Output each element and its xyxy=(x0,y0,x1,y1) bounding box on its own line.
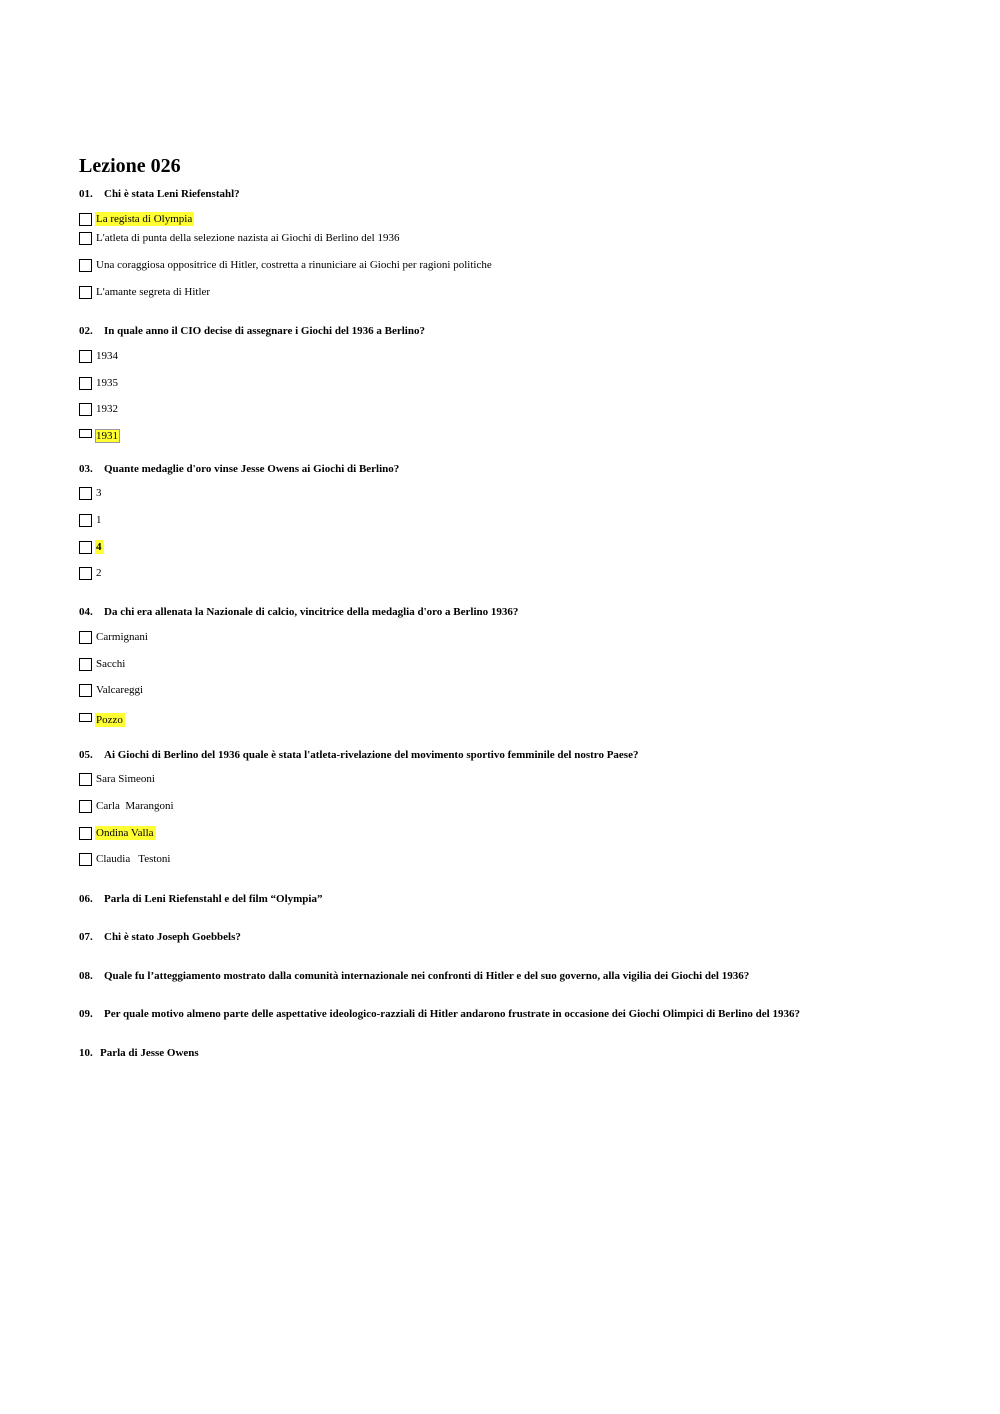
checkbox[interactable] xyxy=(79,773,92,786)
answer-option-03-b[interactable] xyxy=(79,512,103,528)
answer-option-01-c[interactable] xyxy=(79,257,493,273)
answer-option-01-d[interactable] xyxy=(79,284,211,300)
question-08 xyxy=(79,969,749,983)
question-number: 05. xyxy=(79,749,93,761)
lesson-title: Lezione 026 xyxy=(79,155,181,177)
checkbox[interactable] xyxy=(79,487,92,500)
answer-option-02-d[interactable] xyxy=(79,428,120,444)
question-text: In quale anno il CIO decise di assegnare i Giochi del 1936 a Berlino? xyxy=(104,325,425,337)
question-text: Chi è stata Leni Riefenstahl? xyxy=(104,188,240,200)
question-text: Da chi era allenata la Nazionale di calcio, vincitrice della medaglia d'oro a Berlino 1936? xyxy=(104,606,519,618)
answer-label: Pozzo xyxy=(96,714,123,726)
checkbox[interactable] xyxy=(79,429,92,438)
question-07 xyxy=(79,930,241,944)
answer-label: La regista di Olympia xyxy=(96,213,193,225)
answer-option-03-a[interactable] xyxy=(79,485,103,501)
checkbox[interactable] xyxy=(79,684,92,697)
answer-label: 2 xyxy=(96,567,102,579)
question-number: 04. xyxy=(79,606,93,618)
answer-option-02-a[interactable] xyxy=(79,348,119,364)
checkbox[interactable] xyxy=(79,286,92,299)
answer-label: Claudia Testoni xyxy=(96,853,171,865)
question-10 xyxy=(79,1046,199,1060)
answer-label: Ondina Valla xyxy=(96,827,154,839)
answer-option-02-c[interactable] xyxy=(79,401,119,417)
question-number: 06. xyxy=(79,893,93,905)
question-text: Parla di Jesse Owens xyxy=(100,1047,199,1059)
question-number: 07. xyxy=(79,931,93,943)
question-number: 03. xyxy=(79,463,93,475)
answer-option-01-b[interactable] xyxy=(79,230,400,246)
question-text: Chi è stato Joseph Goebbels? xyxy=(104,931,241,943)
answer-label: 1935 xyxy=(96,377,118,389)
question-03 xyxy=(79,462,399,476)
checkbox[interactable] xyxy=(79,800,92,813)
checkbox[interactable] xyxy=(79,377,92,390)
answer-option-05-d[interactable] xyxy=(79,851,172,867)
answer-option-05-c[interactable] xyxy=(79,825,156,841)
checkbox[interactable] xyxy=(79,713,92,722)
question-06 xyxy=(79,892,322,906)
answer-option-05-a[interactable] xyxy=(79,771,156,787)
answer-label: Valcareggi xyxy=(96,684,144,696)
answer-option-01-a[interactable] xyxy=(79,211,194,227)
answer-option-05-b[interactable] xyxy=(79,798,175,814)
answer-label: 1932 xyxy=(96,403,118,415)
answer-label: Carmignani xyxy=(96,631,148,643)
checkbox[interactable] xyxy=(79,403,92,416)
question-text: Parla di Leni Riefenstahl e del film “Olympia” xyxy=(104,893,323,905)
checkbox[interactable] xyxy=(79,631,92,644)
checkbox[interactable] xyxy=(79,350,92,363)
answer-label: Carla Marangoni xyxy=(96,800,174,812)
question-number: 02. xyxy=(79,325,93,337)
answer-option-03-c[interactable] xyxy=(79,539,104,555)
question-text: Ai Giochi di Berlino del 1936 quale è stata l'atleta-rivelazione del movimento sportivo femminile del nostro Paese? xyxy=(104,749,639,761)
answer-label: 4 xyxy=(96,541,102,553)
checkbox[interactable] xyxy=(79,514,92,527)
question-09 xyxy=(79,1007,800,1021)
checkbox[interactable] xyxy=(79,232,92,245)
answer-label: 1 xyxy=(96,514,102,526)
answer-label: 1931 xyxy=(96,430,118,442)
answer-label: 3 xyxy=(96,487,102,499)
question-text: Quante medaglie d'oro vinse Jesse Owens ai Giochi di Berlino? xyxy=(104,463,400,475)
checkbox[interactable] xyxy=(79,827,92,840)
checkbox[interactable] xyxy=(79,213,92,226)
answer-option-04-d[interactable] xyxy=(79,712,125,728)
answer-label: Una coraggiosa oppositrice di Hitler, costretta a rinuniciare ai Giochi per ragioni politiche xyxy=(96,259,492,271)
checkbox[interactable] xyxy=(79,541,92,554)
answer-label: L'amante segreta di Hitler xyxy=(96,286,211,298)
answer-option-04-c[interactable] xyxy=(79,682,144,698)
answer-option-02-b[interactable] xyxy=(79,375,119,391)
question-05 xyxy=(79,748,638,762)
answer-option-04-b[interactable] xyxy=(79,656,126,672)
checkbox[interactable] xyxy=(79,259,92,272)
answer-label: Sacchi xyxy=(96,658,126,670)
question-text: Per quale motivo almeno parte delle aspettative ideologico-razziali di Hitler andarono frustrate in occasione dei Giochi Olimpici di Berlino del 1936? xyxy=(104,1008,800,1020)
answer-label: L'atleta di punta della selezione nazista ai Giochi di Berlino del 1936 xyxy=(96,232,400,244)
question-01 xyxy=(79,187,240,201)
answer-label: Sara Simeoni xyxy=(96,773,155,785)
answer-label: 1934 xyxy=(96,350,118,362)
question-02 xyxy=(79,324,425,338)
checkbox[interactable] xyxy=(79,658,92,671)
answer-option-04-a[interactable] xyxy=(79,629,149,645)
question-number: 09. xyxy=(79,1008,93,1020)
question-number: 08. xyxy=(79,970,93,982)
checkbox[interactable] xyxy=(79,567,92,580)
question-04 xyxy=(79,605,518,619)
question-number: 01. xyxy=(79,188,93,200)
answer-option-03-d[interactable] xyxy=(79,565,103,581)
question-number: 10. xyxy=(79,1047,93,1059)
question-text: Quale fu l’atteggiamento mostrato dalla comunità internazionale nei confronti di Hitler e del suo governo, alla vigilia dei Giochi del 1936? xyxy=(104,970,750,982)
checkbox[interactable] xyxy=(79,853,92,866)
